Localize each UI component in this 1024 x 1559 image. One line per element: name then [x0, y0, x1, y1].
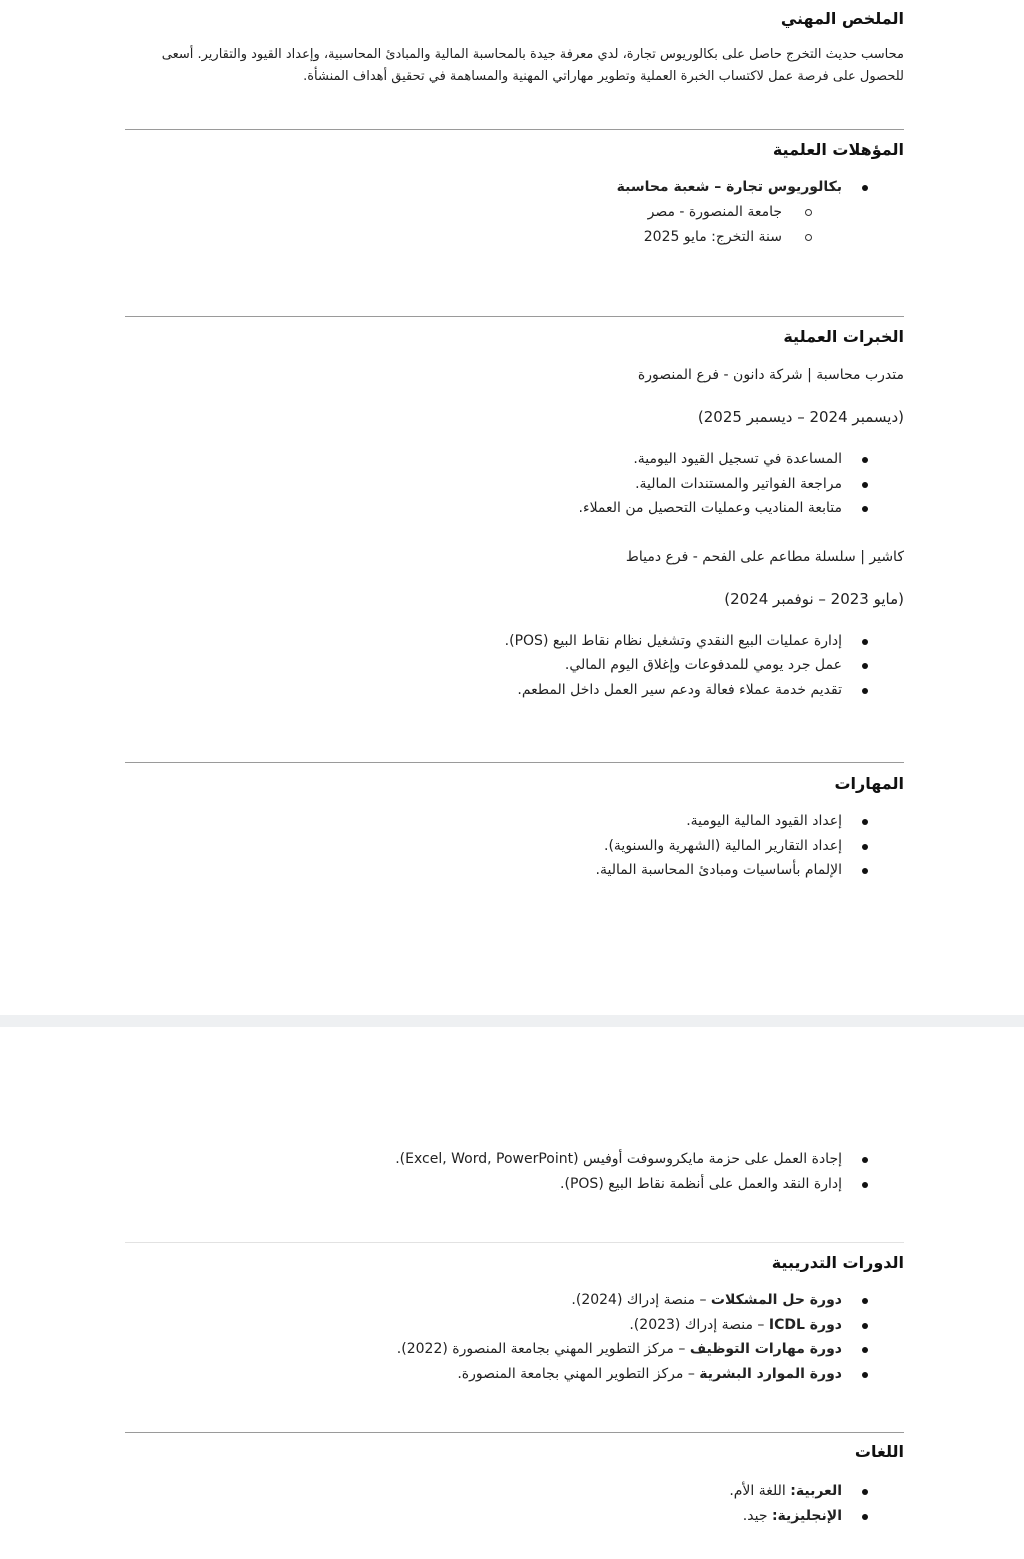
bullet-icon	[862, 1157, 868, 1163]
course-name: دورة مهارات التوظيف	[689, 1341, 842, 1357]
list-item	[125, 1504, 904, 1529]
language-level: اللغة الأم.	[729, 1483, 791, 1499]
bullet-icon	[862, 844, 868, 850]
skill-text: الإلمام بأساسيات ومبادئ المحاسبة المالية.	[595, 862, 842, 878]
job-task-list	[125, 447, 904, 521]
list-item	[125, 1479, 904, 1504]
course-name: دورة الموارد البشرية	[699, 1365, 842, 1382]
bullet-icon	[862, 1182, 868, 1188]
bullet-icon	[862, 819, 868, 825]
section-divider	[125, 316, 904, 317]
experience-section	[125, 326, 904, 702]
list-item	[125, 678, 904, 703]
summary-text: محاسب حديث التخرج حاصل على بكالوريوس تجارة، لدي معرفة جيدة بالمحاسبة المالية والمبادئ المحاسبية، وإعداد القيود والتقارير. أسعى للحصول على فرصة عمل لاكتساب الخبرة العملية وتطوير مهاراتي المهنية والمساهمة في تحقيق أهداف المنشأة.	[161, 47, 904, 84]
courses-title: الدورات التدريبية	[771, 1253, 904, 1272]
list-item	[125, 1172, 904, 1197]
circle-bullet-icon	[805, 234, 812, 241]
skill-text: إعداد القيود المالية اليومية.	[686, 813, 842, 829]
graduation-label: سنة التخرج: مايو 2025	[643, 228, 782, 245]
list-item	[125, 1362, 904, 1387]
list-item	[125, 1288, 904, 1313]
task-text: مراجعة الفواتير والمستندات المالية.	[635, 475, 842, 492]
job-role: كاشير | سلسلة مطاعم على الفحم - فرع دمياط	[625, 548, 904, 565]
bullet-icon	[862, 1372, 868, 1378]
bullet-icon	[862, 1323, 868, 1329]
list-item	[125, 653, 904, 678]
bullet-icon	[862, 1347, 868, 1353]
list-item	[125, 1147, 904, 1172]
bullet-icon	[862, 1489, 868, 1495]
bullet-icon	[862, 506, 868, 512]
list-item	[125, 225, 904, 250]
bullet-icon	[862, 457, 868, 463]
languages-title: اللغات	[854, 1442, 904, 1461]
skill-text: إجادة العمل على حزمة مايكروسوفت أوفيس (Excel, Word, PowerPoint).	[395, 1151, 842, 1167]
bullet-icon	[862, 185, 868, 191]
skills-list	[125, 1147, 904, 1196]
section-divider	[125, 129, 904, 130]
language-name: الإنجليزية:	[771, 1507, 842, 1524]
courses-section	[125, 1252, 904, 1386]
job-role: متدرب محاسبة | شركة دانون - فرع المنصورة	[637, 367, 904, 383]
task-text: عمل جرد يومي للمدفوعات وإغلاق اليوم المالي.	[564, 657, 842, 673]
skill-text: إعداد التقارير المالية (الشهرية والسنوية).	[604, 837, 842, 854]
course-name: دورة ICDL	[768, 1316, 842, 1333]
list-item	[125, 809, 904, 834]
resume-page-2	[0, 1027, 1024, 1559]
job-period: (مايو 2023 – نوفمبر 2024)	[724, 589, 904, 608]
list-item	[125, 858, 904, 883]
bullet-icon	[862, 868, 868, 874]
degree-label: بكالوريوس تجارة – شعبة محاسبة	[616, 179, 842, 195]
list-item	[125, 834, 904, 859]
course-detail: – منصة إدراك (2023).	[629, 1316, 769, 1333]
list-item	[125, 1337, 904, 1362]
skills-section	[125, 773, 904, 883]
skills-title: المهارات	[834, 774, 904, 793]
skill-text: إدارة النقد والعمل على أنظمة نقاط البيع (POS).	[560, 1175, 842, 1192]
section-divider	[125, 762, 904, 763]
education-title: المؤهلات العلمية	[772, 140, 904, 159]
university-label: جامعة المنصورة - مصر	[647, 203, 782, 220]
task-text: متابعة المناديب وعمليات التحصيل من العملاء.	[578, 500, 842, 516]
bullet-icon	[862, 482, 868, 488]
list-item	[125, 496, 904, 521]
section-divider	[125, 1242, 904, 1243]
skills-continued	[125, 1147, 904, 1196]
section-divider	[125, 1432, 904, 1433]
course-name: دورة حل المشكلات	[710, 1292, 842, 1308]
course-detail: – مركز التطوير المهني بجامعة المنصورة.	[457, 1365, 700, 1382]
language-name: العربية:	[790, 1483, 842, 1499]
course-detail: – منصة إدراك (2024).	[571, 1292, 711, 1308]
education-details	[125, 200, 904, 250]
bullet-icon	[862, 688, 868, 694]
course-detail: – مركز التطوير المهني بجامعة المنصورة (2022).	[396, 1341, 690, 1357]
task-text: المساعدة في تسجيل القيود اليومية.	[633, 451, 842, 467]
languages-section	[125, 1441, 904, 1528]
language-level: جيد.	[742, 1507, 772, 1524]
languages-list	[125, 1479, 904, 1528]
task-text: إدارة عمليات البيع النقدي وتشغيل نظام نقاط البيع (POS).	[504, 632, 842, 649]
bullet-icon	[862, 663, 868, 669]
list-item	[125, 200, 904, 225]
experience-title: الخبرات العملية	[783, 327, 904, 346]
summary-title: الملخص المهني	[780, 9, 904, 28]
skills-list	[125, 809, 904, 883]
list-item	[125, 175, 904, 200]
bullet-icon	[862, 1298, 868, 1304]
bullet-icon	[862, 639, 868, 645]
courses-list	[125, 1288, 904, 1386]
task-text: تقديم خدمة عملاء فعالة ودعم سير العمل داخل المطعم.	[517, 681, 842, 698]
list-item	[125, 629, 904, 654]
bullet-icon	[862, 1514, 868, 1520]
circle-bullet-icon	[805, 209, 812, 216]
list-item	[125, 1313, 904, 1338]
summary-section	[125, 8, 904, 88]
job-period: (ديسمبر 2024 – ديسمبر 2025)	[697, 408, 904, 426]
education-list	[125, 175, 904, 200]
list-item	[125, 472, 904, 497]
education-section	[125, 139, 904, 250]
job-task-list	[125, 629, 904, 703]
list-item	[125, 447, 904, 472]
page-break	[0, 1015, 1024, 1027]
